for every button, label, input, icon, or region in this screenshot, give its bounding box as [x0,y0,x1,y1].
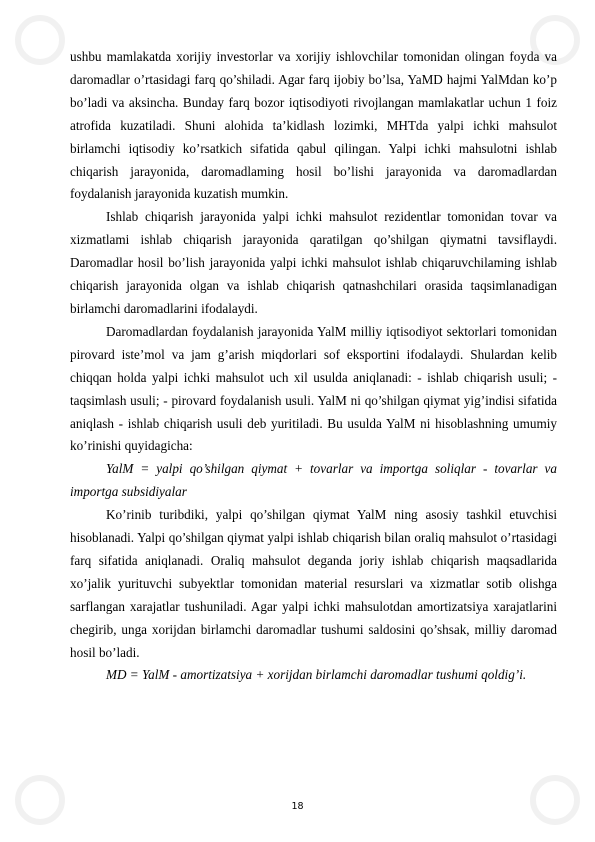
paragraph-value-added: Ko’rinib turibdiki, yalpi qo’shilgan qiymat YalM ning asosiy tashkil etuvchisi hisoblanadi. Yalpi qo’shilgan qiymat yalpi ishlab chiqarish bilan oraliq mahsulot o’rtasidagi farq sifatida aniqlanadi. Oraliq mahsulot deganda joriy ishlab chiqarish maqsadlarida xo’jalik yurituvchi subyektlar tomonidan material resurslari va xizmatlar sotib olishga sarflangan xarajatlar tushuniladi. Agar yalpi ichki mahsulotdan amortizatsiya xarajatlarini chegirib, unga xorijdan birlamchi daromadlar tushumi saldosini qo’shsak, milliy daromad hosil bo’ladi. [70,507,557,660]
paragraph-income-usage: Daromadlardan foydalanish jarayonida YalM milliy iqtisodiyot sektorlari tomonidan pirovard iste’mol va jam g’arish miqdorlari sof eksportini ifodalaydi. Shulardan kelib chiqqan holda yalpi ichki mahsulot uch xil usulda aniqlanadi: - ishlab chiqarish usuli; - taqsimlash usuli; - pirovard foydalanish usuli. YalM ni qo’shilgan qiymat yig’indisi sifatida aniqlash - ishlab chiqarish usuli deb yuritiladi. Bu usulda YalM ni hisoblashning umumiy ko’rinishi quyidagicha: [70,323,557,454]
paragraph-gnp-gdp-difference: ushbu mamlakatda xorijiy investorlar va xorijiy ishlovchilar tomonidan olingan foyda va daromadlar o’rtasidagi farq qo’shiladi. Agar farq ijobiy bo’lsa, YaMD hajmi YalMdan ko’p bo’ladi va aksincha. Bunday farq bozor iqtisodiyoti rivojlangan mamlakatlar uchun 1 foiz atrofida kuzatiladi. Shuni alohida ta’kidlash lozimki, MHTda yalpi ichki mahsulot birlamchi iqtisodiy ko’rsatkich sifatida qabul qilingan. Yalpi ichki mahsulotni ishlab chiqarish jarayonida, daromadlaming hosil bo’lishi jarayonida va daromadlardan foydalanish jarayonida kuzatish mumkin. [70,49,557,202]
page-number: 18 [291,801,304,812]
formula-gdp: YalM = yalpi qo’shilgan qiymat + tovarlar va importga soliqlar - tovarlar va importga subsidiyalar [70,461,557,500]
formula-national-income: MD = YalM - amortizatsiya + xorijdan birlamchi daromadlar tushumi qoldig’i. [106,667,527,683]
document-body [70,46,557,687]
paragraph-production-process: Ishlab chiqarish jarayonida yalpi ichki mahsulot rezidentlar tomonidan tovar va xizmatlami ishlab chiqarish jarayonida qaratilgan qo’shilgan qiymatni tavsiflaydi. Daromadlar hosil bo’lish jarayonida yalpi ichki mahsulot ishlab chiqaruvchilaming ishlab chiqarish jarayonida olgan va ishlab chiqarish qatnashchilari orasida taqsimlanadigan birlamchi daromadlarini ifodalaydi. [70,209,557,316]
